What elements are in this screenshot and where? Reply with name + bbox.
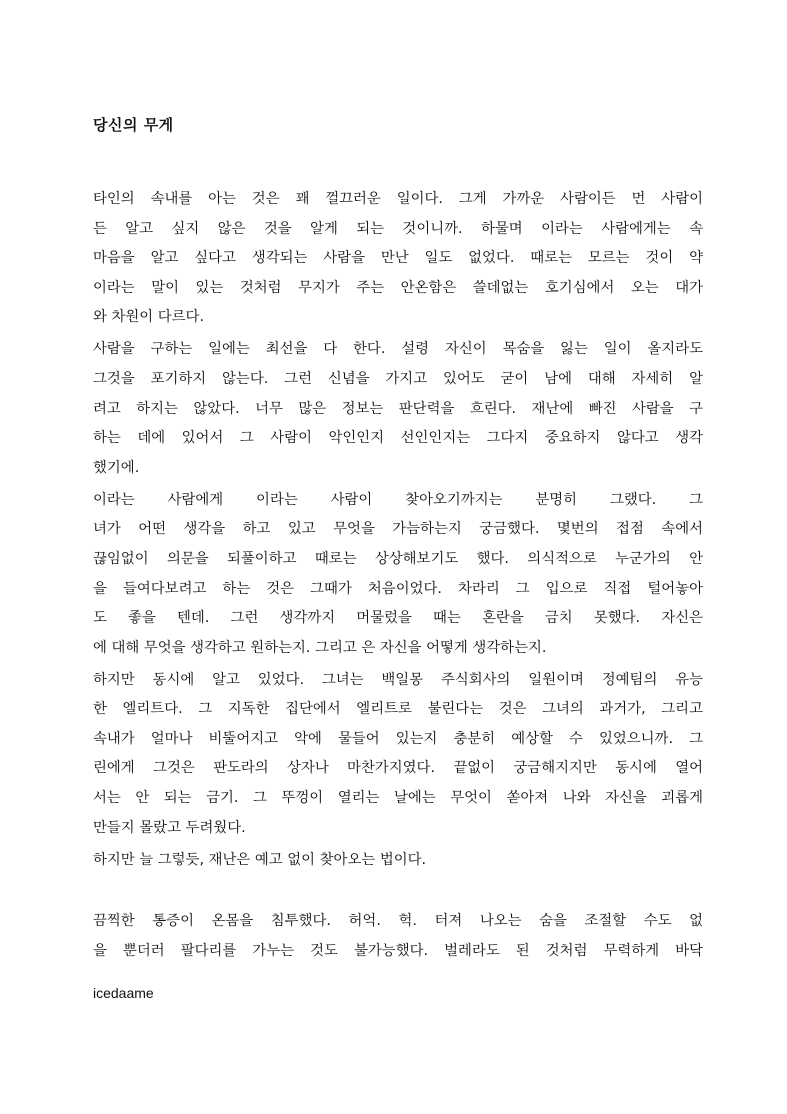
text-line: 에 대해 무엇을 생각하고 원하는지. 그리고 은 자신을 어떻게 생각하는지.: [93, 639, 547, 656]
paragraph-6: [93, 907, 703, 966]
paragraph-4: [93, 666, 703, 844]
text-line: 타인의 속내를 아는 것은 꽤 껄끄러운 일이다. 그게 가까운 사람이든 먼 사람이: [93, 191, 703, 207]
text-line: 서는 안 되는 금기. 그 뚜껑이 열리는 날에는 무엇이 쏟아져 나와 자신을 괴롭게: [93, 790, 703, 807]
text-line: 와 차원이 다르다.: [93, 309, 205, 326]
text-line: 든 알고 싶지 않은 것을 알게 되는 것이니까. 하물며 이라는 사람에게는 속: [93, 220, 703, 237]
paragraph-1: [93, 185, 703, 333]
paragraph-3: [93, 486, 703, 664]
text-line: 을 뿐더러 팔다리를 가누는 것도 불가능했다. 벌레라도 된 것처럼 무력하게 바닥: [93, 942, 703, 959]
text-line: 려고 하지는 않았다. 너무 많은 정보는 판단력을 흐린다. 재난에 빠진 사람을 구: [93, 400, 703, 417]
text-line: 이라는 말이 있는 것처럼 무지가 주는 안온함은 쓸데없는 호기심에서 오는 대가: [93, 279, 703, 296]
text-line: 그것을 포기하지 않는다. 그런 신념을 가지고 있어도 굳이 남에 대해 자세히 알: [93, 370, 703, 387]
paragraph-5: [93, 846, 703, 876]
text-line: 녀가 어떤 생각을 하고 있고 무엇을 가늠하는지 궁금했다. 몇번의 접점 속에서: [93, 521, 703, 538]
author-footer: icedaame: [93, 985, 154, 1001]
text-line: 끊임없이 의문을 되풀이하고 때로는 상상해보기도 했다. 의식적으로 누군가의 안: [93, 550, 703, 567]
document-body: [93, 185, 703, 966]
text-line: 만들지 몰랐고 두려웠다.: [93, 819, 246, 836]
text-line: 끔찍한 통증이 온몸을 침투했다. 허억. 헉. 터져 나오는 숨을 조절할 수도 없: [93, 913, 703, 930]
text-line: 했기에.: [93, 459, 140, 476]
text-line: 도 좋을 텐데. 그런 생각까지 머물렀을 때는 혼란을 금치 못했다. 자신은: [93, 610, 703, 627]
text-line: 린에게 그것은 판도라의 상자나 마찬가지였다. 끝없이 궁금해지지만 동시에 열어: [93, 760, 703, 777]
text-line: 하지만 동시에 알고 있었다. 그녀는 백일몽 주식회사의 일원이며 정예팀의 유능: [93, 671, 703, 688]
text-line: 하지만 늘 그렇듯, 재난은 예고 없이 찾아오는 법이다.: [93, 851, 427, 868]
text-line: 이라는 사람에게 이라는 사람이 찾아오기까지는 분명히 그랬다. 그: [93, 491, 703, 508]
document-title: 당신의 무게: [93, 116, 174, 134]
text-line: 한 엘리트다. 그 지독한 집단에서 엘리트로 불린다는 것은 그녀의 과거가, 그리고: [93, 701, 703, 718]
text-line: 마음을 알고 싶다고 생각되는 사람을 만난 일도 없었다. 때로는 모르는 것이 약: [93, 250, 703, 267]
paragraph-2: [93, 335, 703, 483]
text-line: 을 들여다보려고 하는 것은 그때가 처음이었다. 차라리 그 입으로 직접 털어놓아: [93, 580, 703, 597]
text-line: 속내가 얼마나 비뚤어지고 악에 물들어 있는지 충분히 예상할 수 있었으니까. 그: [93, 730, 703, 747]
text-line: 사람을 구하는 일에는 최선을 다 한다. 설령 자신이 목숨을 잃는 일이 올지라도: [93, 341, 703, 358]
text-line: 하는 데에 있어서 그 사람이 악인인지 선인인지는 그다지 중요하지 않다고 생각: [93, 430, 703, 447]
